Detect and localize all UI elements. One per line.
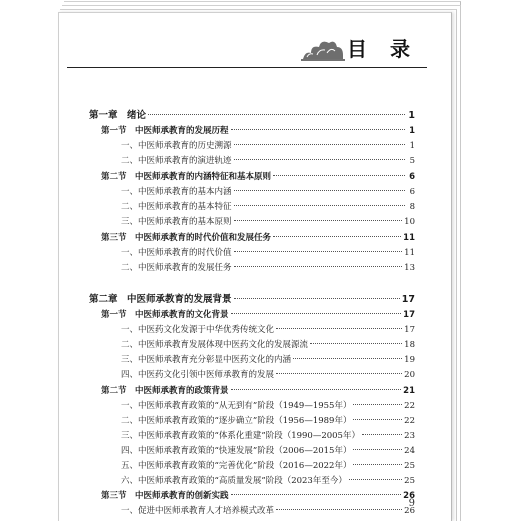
toc-page-number: 10 [404,217,415,227]
dot-leader [234,251,403,252]
toc-page-number: 1 [409,141,415,151]
toc-item [121,155,415,167]
dot-leader [362,434,402,435]
toc-entry-title: 第一章 绪论 [89,110,147,121]
toc-entry-title: 二、中医师承教育的基本特征 [121,202,232,212]
dot-leader [234,220,403,221]
toc-entry-title: 四、中医师承教育政策的“快速发展”阶段（2006—2015年） [121,446,352,456]
toc-page-number: 6 [409,172,415,182]
dot-leader [349,479,402,480]
dot-leader [234,190,405,191]
dot-leader [234,298,400,299]
dot-leader [293,358,402,359]
toc-entry-title: 四、中医药文化引领中医师承教育的发展 [121,370,275,380]
toc-entry-title: 三、中医师承教育政策的“体系化重建”阶段（1990—2005年） [121,431,360,441]
page-number: 9 [408,498,415,509]
toc-item [121,445,415,457]
toc-section [101,232,415,244]
toc-page-number: 22 [404,416,415,426]
toc-section [101,309,415,321]
toc-page-number: 8 [409,202,415,212]
toc-page-number: 26 [404,506,415,516]
toc-chapter [89,294,415,306]
toc-entry-title: 二、中医师承教育发展体现中医药文化的发展源流 [121,340,309,350]
toc-item [121,324,415,336]
toc-page-number: 23 [404,431,415,441]
toc-entry-title: 第一节 中医师承教育的文化背景 [101,310,229,320]
toc-item [121,505,415,517]
dot-leader [231,389,402,390]
toc-page-number: 17 [401,294,415,305]
toc-item [121,247,415,259]
toc-entry-title: 五、中医师承教育政策的“完善优化”阶段（2016—2022年） [121,461,352,471]
toc-entry-title: 第二节 中医师承教育的内涵特征和基本原则 [101,172,272,182]
toc-page-number: 20 [404,370,415,380]
dot-leader [231,494,402,495]
toc-page-number: 26 [403,491,415,501]
toc-page-number: 19 [404,355,415,365]
dot-leader [231,129,405,130]
toc-chapter [89,110,415,122]
toc-page-number: 24 [404,446,415,456]
toc-page-number: 17 [404,325,415,335]
dot-leader [353,419,402,420]
toc-item [121,201,415,213]
toc-item [121,216,415,228]
toc-item [121,354,415,366]
toc-item [121,460,415,472]
toc-entry-title: 一、促进中医师承教育人才培养模式改革 [121,506,275,516]
toc-item [121,262,415,274]
toc-entry-title: 二、中医师承教育的发展任务 [121,263,232,273]
dot-leader [353,449,402,450]
toc-page-number: 13 [404,263,415,273]
toc-entry-title: 第三节 中医师承教育的时代价值和发展任务 [101,233,272,243]
toc-item [121,400,415,412]
toc-section [101,171,415,183]
toc-page-number: 17 [403,310,415,320]
toc-entry-title: 三、中医师承教育充分彰显中医药文化的内涵 [121,355,292,365]
toc-entry-title: 二、中医师承教育的演进轨迹 [121,156,232,166]
dot-leader [231,313,402,314]
toc-page-number: 25 [404,461,415,471]
dot-leader [148,114,405,115]
dot-leader [234,205,405,206]
toc-item [121,430,415,442]
dot-leader [353,464,402,465]
dot-leader [276,373,402,374]
toc-entry-title: 三、中医师承教育的基本原则 [121,217,232,227]
toc-entry-title: 二、中医师承教育政策的“逐步确立”阶段（1956—1989年） [121,416,352,426]
toc-page-number: 21 [403,386,415,396]
toc-entry-title: 第二节 中医师承教育的政策背景 [101,386,229,396]
toc-entry-title: 一、中医师承教育的历史溯源 [121,141,232,151]
toc-item [121,140,415,152]
toc-entry-title: 一、中医师承教育的时代价值 [121,248,232,258]
toc-entry-title: 第一节 中医师承教育的发展历程 [101,126,229,136]
dot-leader [273,236,401,237]
toc-page [58,12,452,521]
dot-leader [273,175,405,176]
toc-page-number: 22 [404,401,415,411]
toc-item [121,475,415,487]
dot-leader [276,328,402,329]
toc-item [121,415,415,427]
toc-entry-title: 第二章 中医师承教育的发展背景 [89,294,232,305]
toc-entry-title: 一、中医师承教育的基本内涵 [121,187,232,197]
toc-section [101,125,415,137]
toc-entry-title: 六、中医师承教育政策的“高质量发展”阶段（2023年至今） [121,476,347,486]
toc-section [101,385,415,397]
toc-entry-title: 一、中医药文化发源于中华优秀传统文化 [121,325,275,335]
toc-entry-title: 一、中医师承教育政策的“从无到有”阶段（1949—1955年） [121,401,352,411]
dot-leader [353,404,402,405]
dot-leader [276,509,402,510]
page-title: 目 录 [347,37,418,61]
toc-page-number: 1 [408,110,415,121]
toc-page-number: 6 [409,187,415,197]
dot-leader [234,159,405,160]
toc-page-number: 25 [404,476,415,486]
dot-leader [234,266,403,267]
toc-page-number: 1 [409,126,415,136]
toc-header [59,13,451,69]
toc-page-number: 11 [404,248,415,258]
toc-entry-title: 第三节 中医师承教育的创新实践 [101,491,229,501]
toc-item [121,369,415,381]
toc-item [121,186,415,198]
header-rule [67,67,427,68]
dot-leader [234,144,405,145]
toc-page-number: 11 [403,233,415,243]
toc-section [101,490,415,502]
cloud-ornament-icon [301,33,345,63]
dot-leader [310,343,402,344]
toc-page-number: 18 [404,340,415,350]
toc-page-number: 5 [409,156,415,166]
toc-item [121,339,415,351]
